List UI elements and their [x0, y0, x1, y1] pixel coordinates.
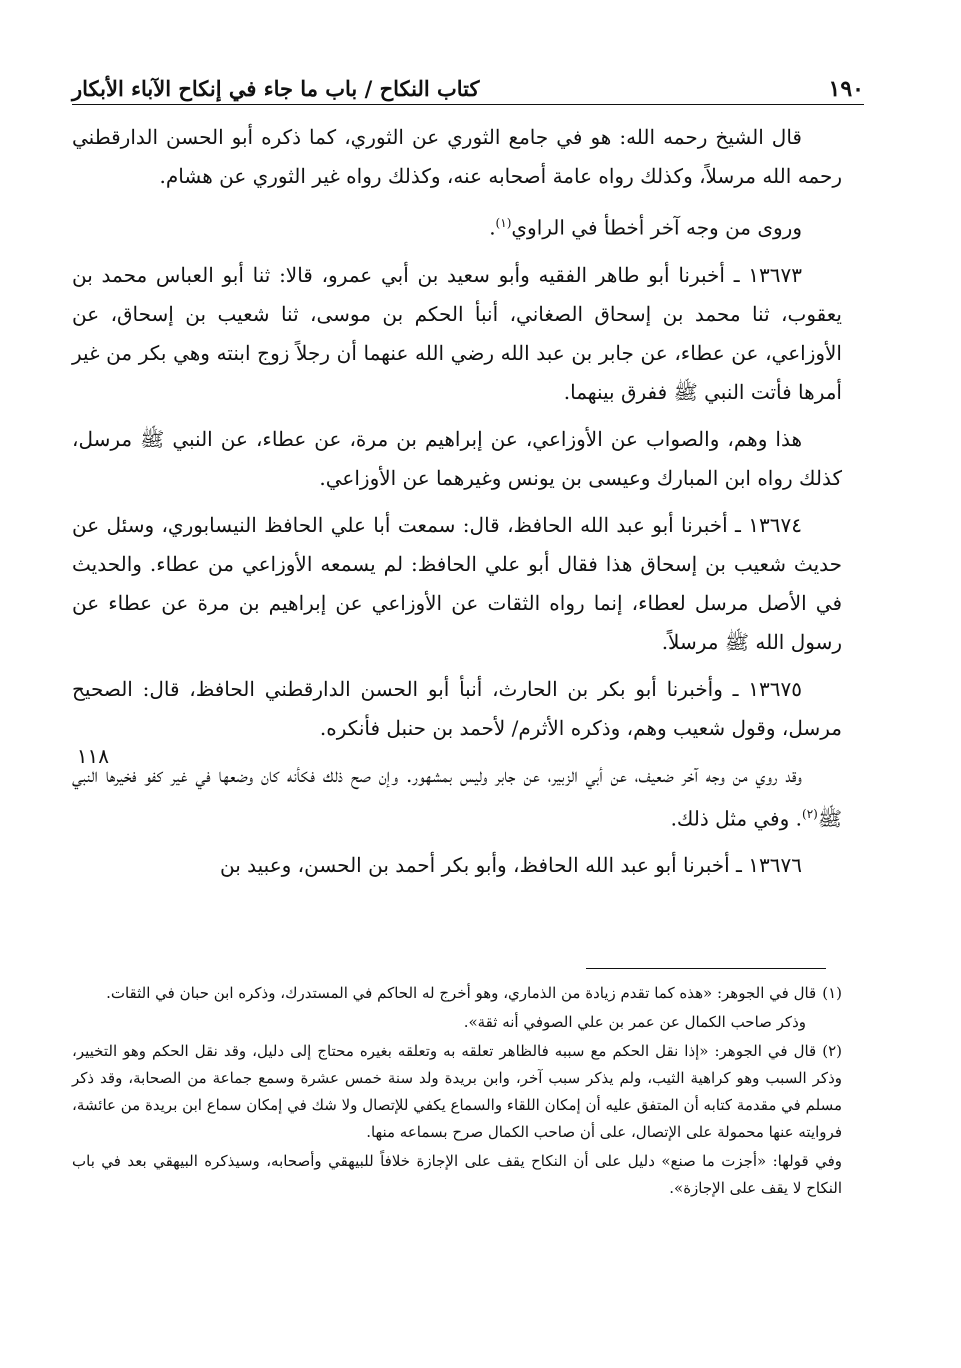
page-number: ١٩٠	[828, 76, 864, 102]
footnote-2-continuation: وفي قولها: «أجزت ما صنع» دليل على أن النكاح يقف على الإجازة خلافاً للبيهقي وأصحابه، وسيذكره البيهقي بعد في باب النكاح لا يقف على الإجازة».	[72, 1152, 842, 1197]
footnote-ref-1: (١)	[495, 216, 512, 230]
footnote-divider	[586, 968, 826, 969]
hadith-13676: ١٣٦٧٦ ـ أخبرنا أبو عبد الله الحافظ، وأبو بكر أحمد بن الحسن، وعبيد بن	[219, 853, 802, 878]
hadith-13673: ١٣٦٧٣ ـ أخبرنا أبو طاهر الفقيه وأبو سعيد بن أبي عمرو، قالا: ثنا أبو العباس محمد بن يعقوب، ثنا محمد بن إسحاق الصغاني، أنبأ الحكم بن موسى، ثنا شعيب بن إسحاق، عن الأوزاعي، عن عطاء، عن جابر بن عبد الله رضي الله عنهما أن رجلاً زوج ابنته وهي بكر من غير أمرها فأتت النبي ﷺ ففرق بينهما.	[72, 262, 842, 404]
paragraph-7-text: وقد روي من وجه آخر ضعيف، عن أبي الزبير، عن جابر وليس بمشهور. وإن صح ذلك فكأنه كان وضعها في غير كفو فخيرها النبي ﷺ	[72, 762, 842, 831]
paragraph-4: هذا وهم، والصواب عن الأوزاعي، عن إبراهيم بن مرة، عن عطاء، عن النبي ﷺ مرسل، كذلك رواه ابن المبارك وعيسى بن يونس وغيرهما عن الأوزاعي.	[72, 426, 842, 490]
footnote-1-continuation: وذكر صاحب الكمال عن عمر بن علي الصوفي أنه ثقة».	[463, 1013, 806, 1031]
hadith-13675: ١٣٦٧٥ ـ وأخبرنا أبو بكر بن الحارث، أنبأ أبو الحسن الدارقطني الحافظ، قال: الصحيح مرسل، وقول شعيب وهم، وذكره الأثرم/ لأحمد بن حنبل فأنكره.	[72, 676, 842, 740]
footnote-ref-2: (٢)	[802, 806, 818, 821]
margin-folio-number: ١١٨	[76, 744, 109, 768]
main-text	[72, 118, 842, 893]
paragraph-1: قال الشيخ رحمه الله: هو في جامع الثوري عن الثوري، كما ذكره أبو الحسن الدارقطني رحمه الله مرسلاً، وكذلك رواه عامة أصحابه عنه، وكذلك رواه غير الثوري عن هشام.	[72, 125, 842, 188]
paragraph-7	[72, 756, 842, 839]
page-header	[72, 70, 864, 105]
footnote-2-text: قال في الجوهر: «إذا نقل الحكم مع سببه فالظاهر تعلقه به وتعلقه بغيره محتاج إلى دليل، وقد نقل الحكم وهو التخيير، وذكر السبب وهو كراهية الثيب، ولم يذكر سبب آخر، وابن بريدة ولد سنة خمس عشرة وسمع جماعة من الصحابة، وقد ذكر مسلم في مقدمة كتابه أن المتفق عليه أن إمكان اللقاء والسماع يكفي للإتصال ولا شك في إمكان سماع ابن بريدة من عائشة، فروايته عنها محمولة على الإتصال، على أن صاحب الكمال صرح بسماعه منها.	[72, 1042, 842, 1141]
footnotes	[72, 980, 842, 1204]
footnote-2	[72, 1038, 842, 1146]
footnote-2-marker: (٢)	[822, 1042, 842, 1060]
paragraph-2-text: وروى من وجه آخر أخطأ في الراوي	[511, 215, 802, 240]
paragraph-7-end: . وفي مثل ذلك.	[670, 806, 802, 831]
hadith-13674: ١٣٦٧٤ ـ أخبرنا أبو عبد الله الحافظ، قال: سمعت أبا علي الحافظ النيسابوري، وسئل عن حديث شعيب بن إسحاق هذا فقال أبو علي الحافظ: لم يسمعه الأوزاعي من عطاء. والحديث في الأصل مرسل لعطاء، إنما رواه الثقات عن الأوزاعي عن إبراهيم بن مرة عن عطاء عن رسول الله ﷺ مرسلاً.	[72, 512, 842, 654]
footnote-1-text: قال في الجوهر: «هذه كما تقدم زيادة من الذماري، وهو أخرج له الحاكم في المستدرك، وذكره ابن حبان في الثقات.	[106, 984, 817, 1002]
paragraph-2	[72, 204, 842, 248]
footnote-1	[72, 980, 842, 1007]
footnote-1-marker: (١)	[822, 984, 842, 1002]
running-title: كتاب النكاح / باب ما جاء في إنكاح الآباء الأبكار	[72, 76, 480, 101]
paragraph-2-end: .	[489, 215, 496, 240]
